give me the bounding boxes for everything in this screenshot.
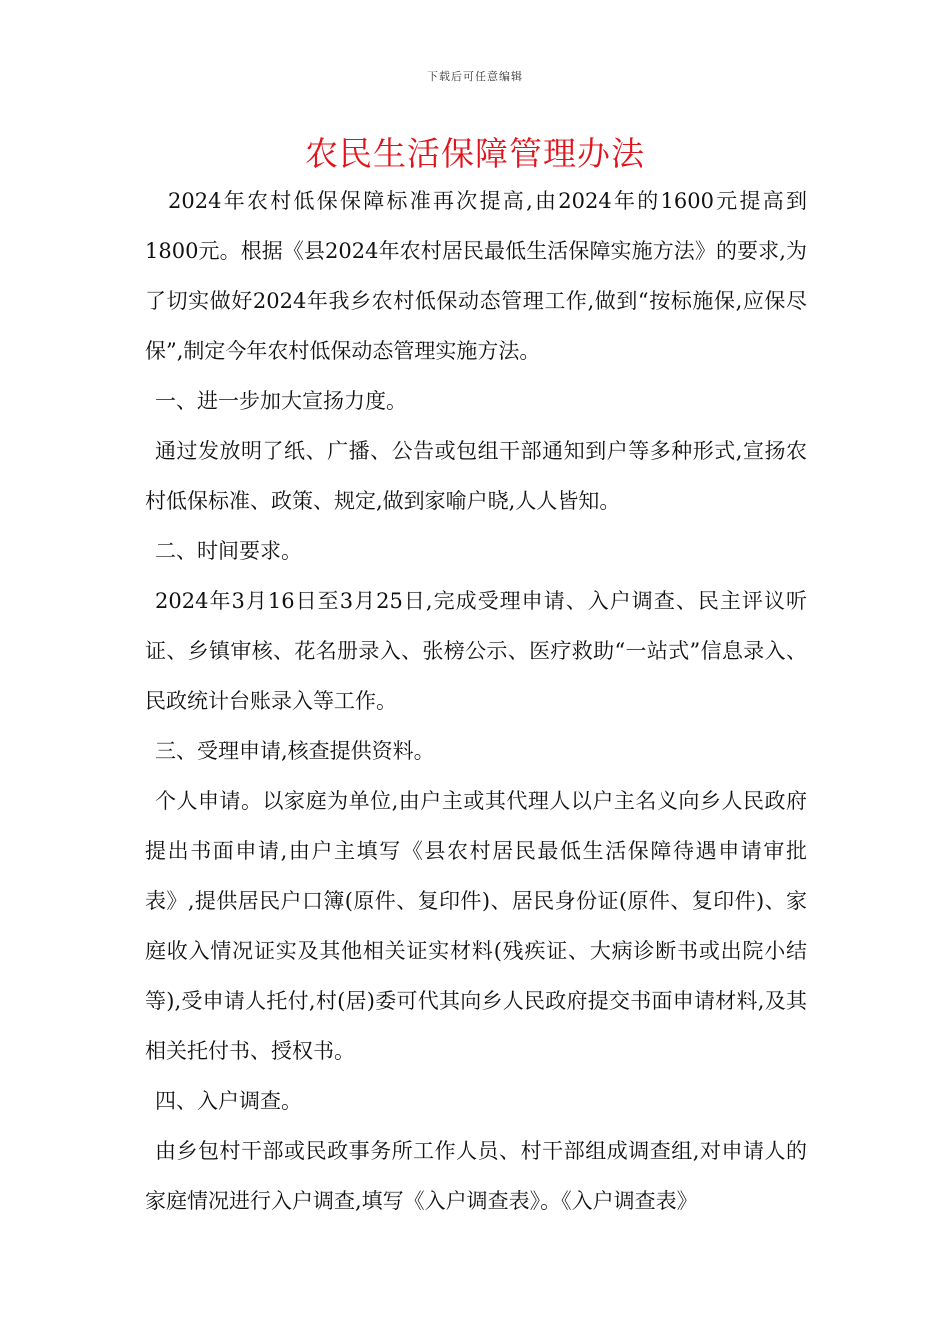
paragraph-publicity: 通过发放明了纸、广播、公告或包组干部通知到户等多种形式,宣扬农村低保标准、政策、规定,做到家喻户晓,人人皆知。 [145, 439, 807, 513]
section-heading-1: 一、进一步加大宣扬力度。 [155, 389, 407, 413]
paragraph-schedule: 2024年3月16日至3月25日,完成受理申请、入户调查、民主评议听证、乡镇审核、花名册录入、张榜公示、医疗救助“一站式”信息录入、民政统计台账录入等工作。 [145, 589, 807, 713]
paragraph-intro: 2024年农村低保保障标准再次提高,由2024年的1600元提高到1800元。根据《县2024年农村居民最低生活保障实施方法》的要求,为了切实做好2024年我乡农村低保动态管理工作,做到“按标施保,应保尽保”,制定今年农村低保动态管理实施方法。 [145, 189, 807, 363]
section-heading-2: 二、时间要求。 [155, 539, 302, 563]
document-title: 农民生活保障管理办法 [305, 134, 645, 173]
paragraph-application: 个人申请。以家庭为单位,由户主或其代理人以户主名义向乡人民政府提出书面申请,由户主填写《县农村居民最低生活保障待遇申请审批表》,提供居民户口簿(原件、复印件)、居民身份证(原件、复印件)、家庭收入情况证实及其他相关证实材料(残疾证、大病诊断书或出院小结等),受申请人托付,村(居)委可代其向乡人民政府提交书面申请材料,及其相关托付书、授权书。 [145, 789, 807, 1063]
paragraph-investigation: 由乡包村干部或民政事务所工作人员、村干部组成调查组,对申请人的家庭情况进行入户调查,填写《入户调查表》。《入户调查表》 [145, 1139, 807, 1213]
section-heading-3: 三、受理申请,核查提供资料。 [155, 739, 435, 763]
document-body [145, 176, 807, 1226]
section-heading-4: 四、入户调查。 [155, 1089, 302, 1113]
header-note: 下载后可任意编辑 [427, 70, 523, 83]
